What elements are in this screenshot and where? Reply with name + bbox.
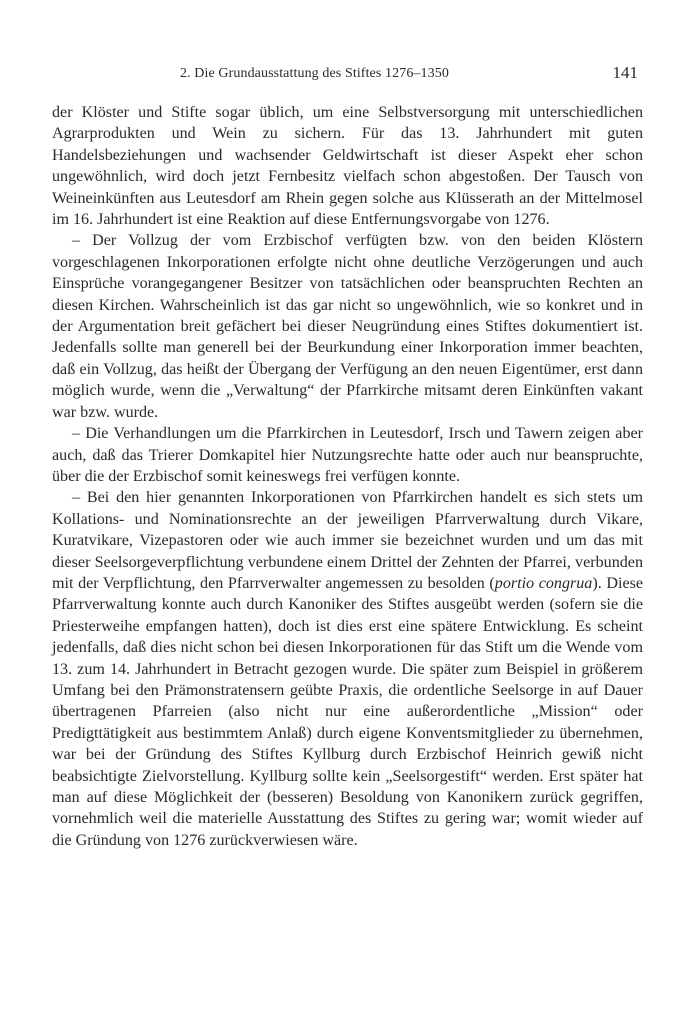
paragraph-4-text-before: – Bei den hier genannten Inkorporationen von Pfarrkirchen handelt es sich stets um Kollations- und Nominationsrechte an der jeweiligen Pfarrverwaltung durch Vikare, Kuratvikare, Vizepastoren oder wie auch immer sie bezeichnet wurden und um das mit dieser Seelsorgeverpflichtung verbundene einem Drittel der Zehnten der Pfarrei, verbunden mit der Verpflichtung, den Pfarrverwalter angemessen zu besolden ( xyxy=(52,489,643,592)
body-text xyxy=(52,102,643,851)
paragraph-1: der Klöster und Stifte sogar üblich, um eine Selbstversorgung mit unterschiedlichen Agrarprodukten und Wein zu sichern. Für das 13. Jahrhundert mit guten Handelsbeziehungen und wachsender Geldwirtschaft ist dieser Aspekt eher schon ungewöhnlich, wird doch jetzt Fernbesitz vielfach schon abgestoßen. Der Tausch von Weineinkünften aus Leutesdorf am Rhein gegen solche aus Klüsserath an der Mittelmosel im 16. Jahrhundert ist eine Reaktion auf diese Entfernungsvorgabe von 1276. xyxy=(52,104,643,229)
paragraph-2: – Der Vollzug der vom Erzbischof verfügten bzw. von den beiden Klöstern vorgeschlagenen Inkorporationen erfolgte nicht ohne deutliche Verzögerungen und auch Einsprüche vorangegangener Besitzer von tatsächlichen oder beanspruchten Rechten an diesen Kirchen. Wahrscheinlich ist das gar nicht so ungewöhnlich, wie so konkret und in der Argumentation breit gefächert bei dieser Neugründung eines Stiftes dokumentiert ist. Jedenfalls sollte man generell bei der Beurkundung einer Inkorporation immer beachten, daß ein Vollzug, das heißt der Übergang der Verfügung an den neuen Eigentümer, erst dann möglich wurde, wenn die „Verwaltung“ der Pfarrkirche mitsamt deren Einkünften vakant war bzw. wurde. xyxy=(52,232,643,421)
running-title: 2. Die Grundausstattung des Stiftes 1276–1350 xyxy=(180,66,449,81)
latin-term-portio-congrua: portio congrua xyxy=(494,574,593,592)
paragraph-4-text-after: ). Diese Pfarrverwaltung konnte auch durch Kanoniker des Stiftes ausgeübt werden (sofern sie die Priesterweihe empfangen hatten), doch ist dies erst eine spätere Entwicklung. Es scheint jedenfalls, daß dies nicht schon bei diesen Inkorporationen für das Stift um die Wende vom 13. zum 14. Jahrhundert in Betracht gezogen wurde. Die später zum Beispiel in größerem Umfang bei den Prämonstratensern geübte Praxis, die ordentliche Seelsorge in auf Dauer übertragenen Pfarreien (also nicht nur eine außerordentliche „Mission“ oder Predigttätigkeit aus bestimmtem Anlaß) durch eigene Konventsmitglieder zu übernehmen, war bei der Gründung des Stiftes Kyllburg durch Erzbischof Heinrich gewiß nicht beabsichtigte Zielvorstellung. Kyllburg sollte kein „Seelsorgestift“ werden. Erst später hat man auf diese Möglichkeit der (besseren) Besoldung von Kanonikern zurück gegriffen, vornehmlich weil die materielle Ausstattung des Stiftes zu gering war; womit wieder auf die Gründung von 1276 zurückverwiesen wäre. xyxy=(52,574,643,849)
page-number: 141 xyxy=(612,63,638,82)
paragraph-3: – Die Verhandlungen um die Pfarrkirchen in Leutesdorf, Irsch und Tawern zeigen aber auch, daß das Trierer Domkapitel hier Nutzungsrechte hatte oder auch nur beanspruchte, über die der Erzbischof somit keineswegs frei verfügen konnte. xyxy=(52,425,643,485)
page-header xyxy=(52,63,644,86)
paragraph-4 xyxy=(52,487,643,851)
